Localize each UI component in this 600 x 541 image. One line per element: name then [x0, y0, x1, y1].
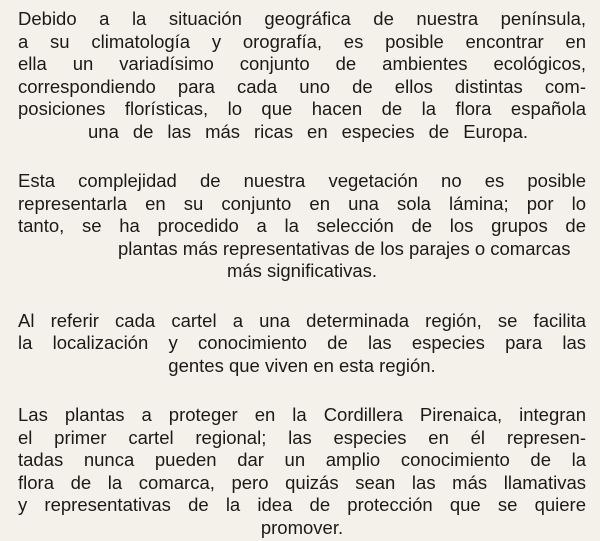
text-line: ella un variadísimo conjunto de ambientes ecológicos,: [18, 53, 586, 74]
text-line: Las plantas a proteger en la Cordillera Pirenaica, integran: [18, 404, 586, 425]
text-line: Al referir cada cartel a una determinada región, se facilita: [18, 309, 586, 331]
paragraph-4: [18, 404, 586, 539]
paragraph-1: [18, 8, 586, 143]
text-line: una de las más ricas en especies de Europa.: [88, 120, 528, 142]
text-line: gentes que viven en esta región.: [168, 354, 436, 376]
paragraph-3: [18, 310, 586, 378]
text-line: tanto, se ha procedido a la selección de los grupos de: [18, 215, 586, 236]
text-line: y representativas de la idea de protección que se quiere: [18, 494, 586, 515]
text-line: representarla en su conjunto en una sola lámina; por lo: [18, 192, 586, 214]
text-line: posiciones florísticas, lo que hacen de la flora española: [18, 98, 586, 119]
text-line: correspondiendo para cada uno de ellos distintas com-: [18, 75, 586, 97]
text-line: el primer cartel regional; las especies en él represen-: [18, 426, 586, 448]
text-line: tadas nunca pueden dar un amplio conocimiento de la: [18, 449, 586, 470]
text-line: la localización y conocimiento de las especies para las: [18, 332, 586, 353]
text-line: a su climatología y orografía, es posible encontrar en: [18, 30, 586, 52]
text-line: Esta complejidad de nuestra vegetación no es posible: [18, 170, 586, 191]
paragraph-2: [18, 170, 586, 283]
text-line: plantas más representativas de los parajes o comarcas: [118, 237, 571, 259]
text-line: promover.: [260, 516, 344, 538]
text-line: flora de la comarca, pero quizás sean las más llamativas: [18, 471, 586, 493]
text-line: más significativas.: [226, 260, 378, 281]
text-line: Debido a la situación geográfica de nuestra península,: [18, 8, 586, 29]
